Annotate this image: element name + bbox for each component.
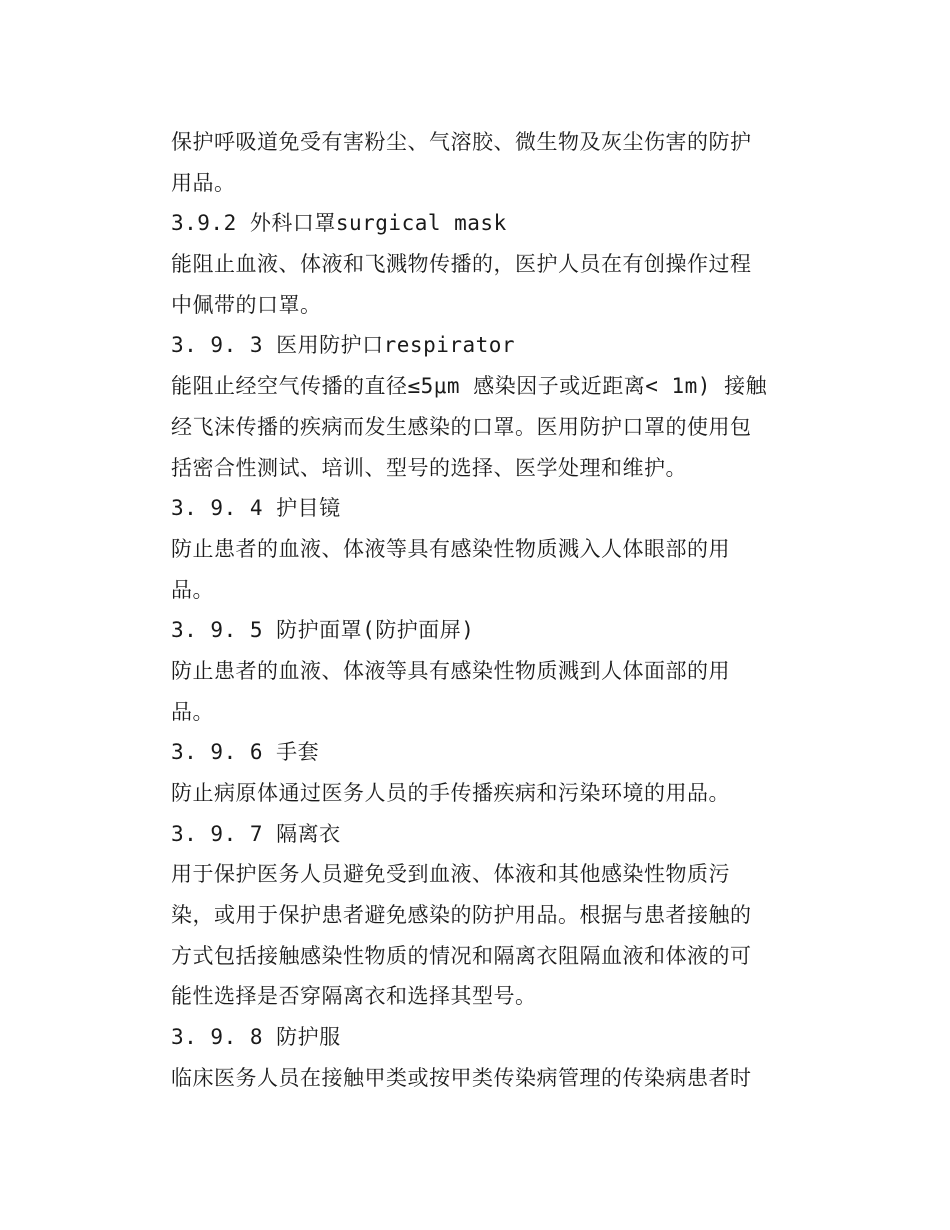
- section-heading-3-9-2: 3.9.2 外科口罩surgical mask: [171, 211, 507, 236]
- section-heading-3-9-3: 3. 9. 3 医用防护口respirator: [171, 333, 516, 358]
- section-heading-3-9-5: 3. 9. 5 防护面罩(防护面屏): [171, 618, 475, 643]
- document-body: [171, 122, 811, 1099]
- body-text-line: 品。: [171, 577, 214, 602]
- section-heading-3-9-6: 3. 9. 6 手套: [171, 740, 320, 765]
- body-text-line: 方式包括接触感染性物质的情况和隔离衣阻隔血液和体液的可: [171, 943, 752, 968]
- body-text-line: 品。: [171, 699, 214, 724]
- body-text-line: 染，或用于保护患者避免感染的防护用品。根据与患者接触的: [171, 903, 752, 928]
- body-text-line: 防止患者的血液、体液等具有感染性物质溅入人体眼部的用: [171, 536, 730, 561]
- body-text-line: 防止病原体通过医务人员的手传播疾病和污染环境的用品。: [171, 781, 730, 805]
- body-text-line: 经飞沫传播的疾病而发生感染的口罩。医用防护口罩的使用包: [171, 414, 752, 439]
- section-heading-3-9-7: 3. 9. 7 隔离衣: [171, 821, 341, 846]
- body-text-line: 用于保护医务人员避免受到血液、体液和其他感染性物质污: [171, 862, 730, 887]
- section-heading-3-9-4: 3. 9. 4 护目镜: [171, 496, 341, 521]
- body-text-line: 能阻止血液、体液和飞溅物传播的，医护人员在有创操作过程: [171, 252, 752, 277]
- body-text-line: 用品。: [171, 170, 236, 195]
- body-text-line: 保护呼吸道免受有害粉尘、气溶胶、微生物及灰尘伤害的防护: [171, 130, 752, 154]
- body-text-line: 防止患者的血液、体液等具有感染性物质溅到人体面部的用: [171, 658, 730, 683]
- body-text-line: 中佩带的口罩。: [171, 292, 322, 317]
- body-text-line: 能阻止经空气传播的直径≤5μm 感染因子或近距离< 1m) 接触: [171, 374, 768, 399]
- body-text-line: 临床医务人员在接触甲类或按甲类传染病管理的传染病患者时: [171, 1065, 752, 1090]
- body-text-line: 括密合性测试、培训、型号的选择、医学处理和维护。: [171, 455, 687, 480]
- section-heading-3-9-8: 3. 9. 8 防护服: [171, 1025, 341, 1050]
- body-text-line: 能性选择是否穿隔离衣和选择其型号。: [171, 984, 537, 1009]
